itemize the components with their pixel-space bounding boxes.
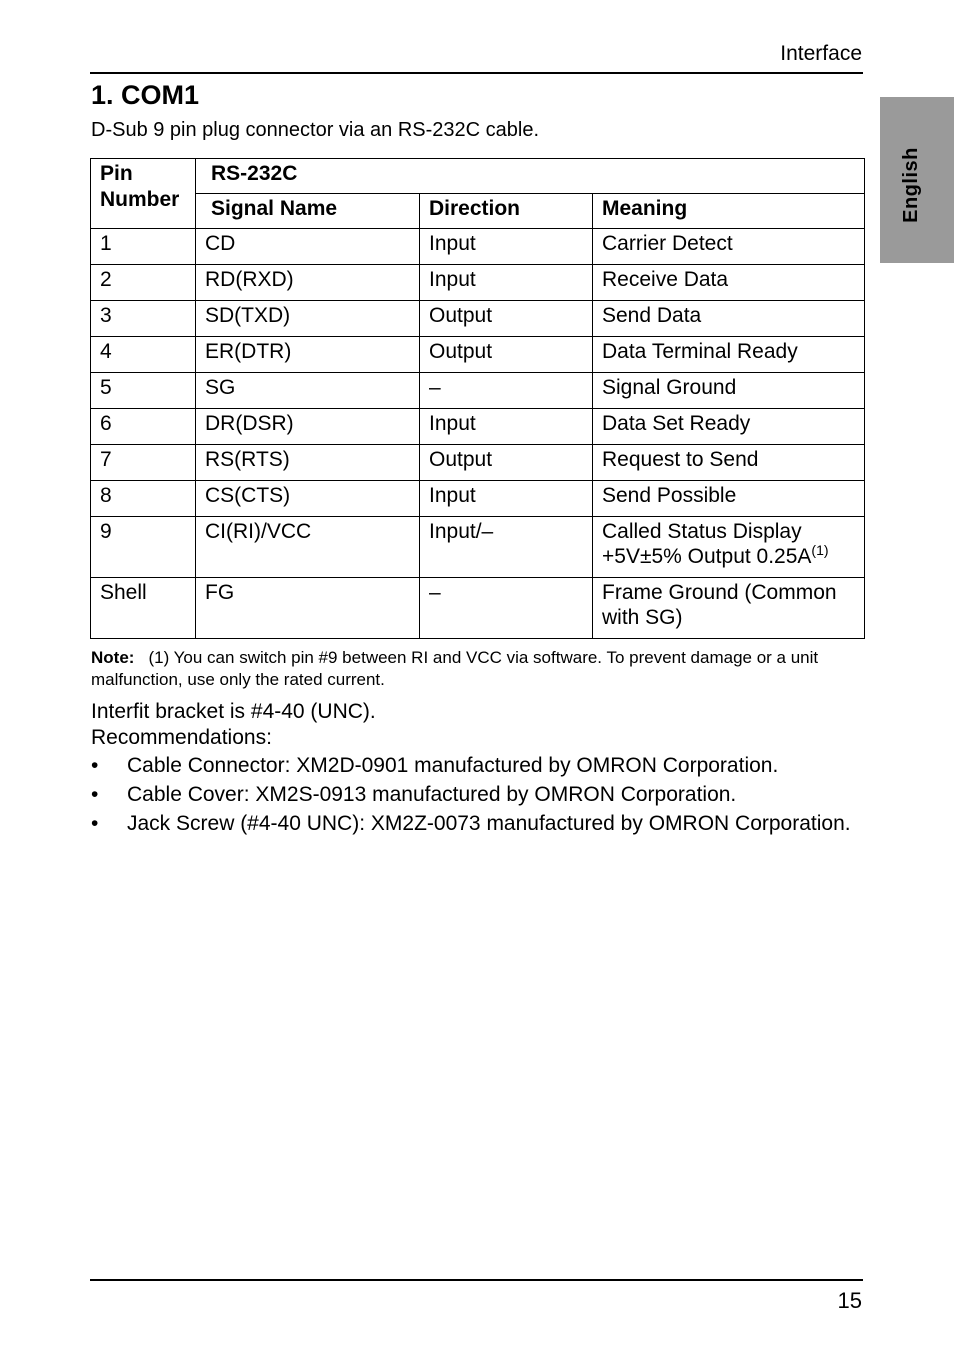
signal-cell: SG	[196, 373, 420, 409]
table-row	[91, 337, 865, 373]
meaning-text-line2	[602, 544, 855, 569]
meaning-cell	[593, 265, 865, 301]
meaning-text: Send Data	[602, 304, 702, 327]
section-intro: D-Sub 9 pin plug connector via an RS-232C cable.	[91, 119, 540, 141]
table-row	[91, 229, 865, 265]
meaning-text: Data Set Ready	[602, 412, 751, 435]
meaning-cell	[593, 229, 865, 265]
meaning-cell	[593, 481, 865, 517]
pin-cell: 1	[91, 229, 196, 265]
list-item-text: Cable Connector: XM2D-0901 manufactured by OMRON Corporation.	[127, 754, 779, 777]
meaning-text: Signal Ground	[602, 376, 737, 399]
recommendations-label: Recommendations:	[91, 726, 272, 749]
direction-cell: Output	[420, 337, 593, 373]
list-item-text: Jack Screw (#4-40 UNC): XM2Z-0073 manufactured by OMRON Corporation.	[127, 812, 851, 835]
note-text: (1) You can switch pin #9 between RI and VCC via software. To prevent damage or a unit malfunction, use only the rated current.	[91, 648, 819, 689]
pin-table-body	[91, 229, 865, 639]
pin-cell: 2	[91, 265, 196, 301]
pin-cell: 9	[91, 517, 196, 578]
pin-cell: 7	[91, 445, 196, 481]
signal-cell: ER(DTR)	[196, 337, 420, 373]
meaning-text-continued: +5V±5% Output 0.25A	[602, 545, 812, 568]
bullet-mark: •	[91, 812, 99, 835]
direction-header: Direction	[420, 194, 593, 229]
meaning-text: Send Possible	[602, 484, 737, 507]
list-item	[91, 751, 851, 780]
pin-cell: 8	[91, 481, 196, 517]
footnote-reference: (1)	[811, 542, 829, 558]
meaning-text: Frame Ground (Common	[602, 581, 837, 604]
table-row	[91, 301, 865, 337]
pin-cell: 4	[91, 337, 196, 373]
meaning-text: Called Status Display	[602, 520, 802, 543]
pin-cell: 3	[91, 301, 196, 337]
direction-cell: Input	[420, 409, 593, 445]
direction-cell: Output	[420, 301, 593, 337]
signal-cell: RS(RTS)	[196, 445, 420, 481]
meaning-text-line2	[602, 605, 855, 630]
list-item	[91, 780, 851, 809]
list-item	[91, 809, 851, 838]
recommendations-list	[91, 751, 851, 838]
table-row	[91, 409, 865, 445]
meaning-text: Request to Send	[602, 448, 759, 471]
signal-cell: CS(CTS)	[196, 481, 420, 517]
meaning-cell	[593, 337, 865, 373]
table-row	[91, 578, 865, 639]
table-row	[91, 517, 865, 578]
direction-cell: –	[420, 373, 593, 409]
pin-number-header: Pin Number	[91, 159, 196, 229]
note-label: Note:	[91, 648, 135, 667]
direction-cell: –	[420, 578, 593, 639]
header-rule	[90, 72, 863, 74]
meaning-cell	[593, 373, 865, 409]
direction-cell: Input/–	[420, 517, 593, 578]
signal-cell: CI(RI)/VCC	[196, 517, 420, 578]
signal-cell: SD(TXD)	[196, 301, 420, 337]
direction-cell: Input	[420, 229, 593, 265]
signal-cell: FG	[196, 578, 420, 639]
signal-cell: DR(DSR)	[196, 409, 420, 445]
running-header: Interface	[780, 42, 862, 65]
bullet-mark: •	[91, 754, 99, 777]
meaning-text: Data Terminal Ready	[602, 340, 798, 363]
meaning-text: Carrier Detect	[602, 232, 733, 255]
table-row	[91, 445, 865, 481]
meaning-header: Meaning	[593, 194, 865, 229]
table-row	[91, 265, 865, 301]
page-number: 15	[837, 1288, 862, 1313]
footer-rule	[90, 1279, 863, 1281]
meaning-cell	[593, 517, 865, 578]
meaning-text: Receive Data	[602, 268, 729, 291]
pin-cell: Shell	[91, 578, 196, 639]
meaning-cell	[593, 301, 865, 337]
table-row	[91, 373, 865, 409]
pin-assignment-table	[90, 158, 865, 639]
signal-name-header: Signal Name	[196, 194, 420, 229]
rs232c-group-header: RS-232C	[196, 159, 865, 194]
signal-cell: RD(RXD)	[196, 265, 420, 301]
meaning-text-continued: with SG)	[602, 606, 683, 629]
direction-cell: Input	[420, 265, 593, 301]
meaning-cell	[593, 445, 865, 481]
direction-cell: Output	[420, 445, 593, 481]
direction-cell: Input	[420, 481, 593, 517]
section-title: 1. COM1	[91, 80, 200, 110]
pin-cell: 5	[91, 373, 196, 409]
table-row	[91, 481, 865, 517]
signal-cell: CD	[196, 229, 420, 265]
language-tab-label: English	[900, 147, 922, 223]
bullet-mark: •	[91, 783, 99, 806]
meaning-cell	[593, 578, 865, 639]
bracket-text: Interfit bracket is #4-40 (UNC).	[91, 700, 376, 723]
list-item-text: Cable Cover: XM2S-0913 manufactured by OMRON Corporation.	[127, 783, 737, 806]
pin-cell: 6	[91, 409, 196, 445]
table-note	[91, 647, 866, 691]
meaning-cell	[593, 409, 865, 445]
